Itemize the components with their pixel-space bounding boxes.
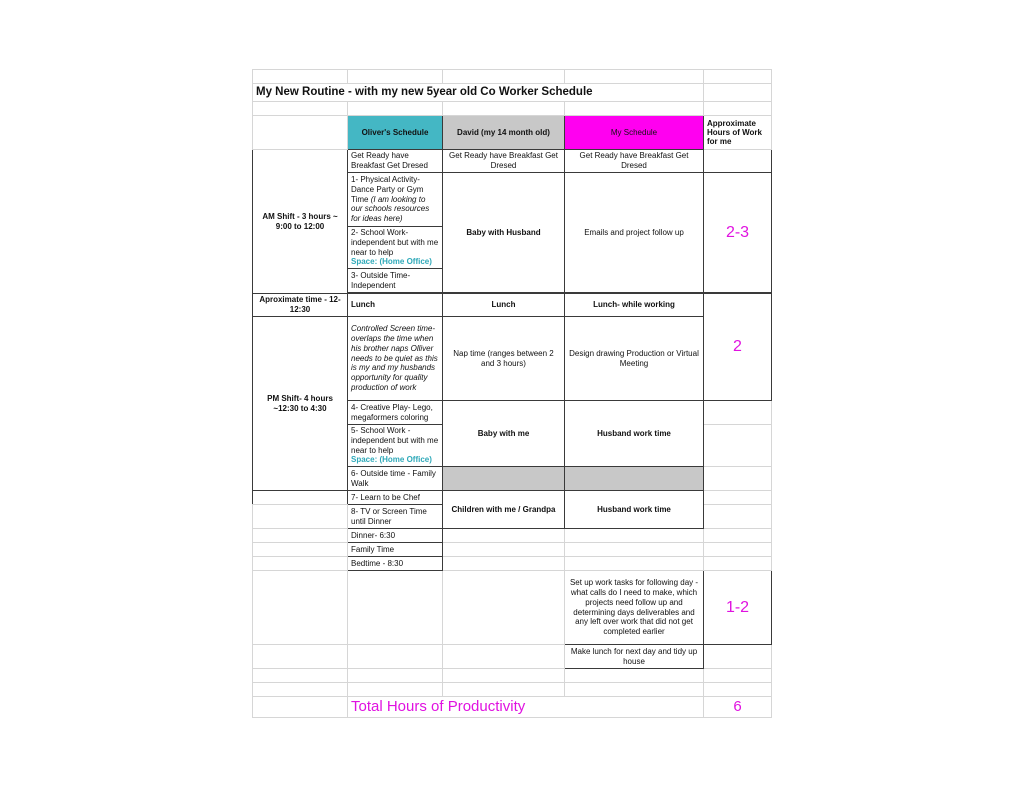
oliver-activity-8: 8- TV or Screen Time until Dinner (348, 505, 443, 529)
am-hours: 2-3 (704, 173, 772, 293)
oliver-screen-time: Controlled Screen time- overlaps the time when his brother naps Olliver needs to be quiet as this is my and my husbands opportunity for quality production of work (348, 317, 443, 401)
header-david: David (my 14 month old) (443, 116, 565, 150)
total-row (253, 697, 772, 718)
bedtime-cell: Bedtime - 8:30 (348, 557, 443, 571)
my-am: Emails and project follow up (565, 173, 704, 293)
oliver-activity-5: 5- School Work - independent but with me near to help Space: (Home Office) (348, 425, 443, 467)
blank-row (253, 70, 772, 84)
oliver-breakfast: Get Ready have Breakfast Get Dresed (348, 150, 443, 173)
header-hours: Approximate Hours of Work for me (704, 116, 772, 150)
pm-shift-label: PM Shift- 4 hours ~12:30 to 4:30 (253, 317, 348, 491)
my-husband-work: Husband work time (565, 401, 704, 467)
schedule-table (252, 69, 772, 718)
am-shift-label: AM Shift - 3 hours ~ 9:00 to 12:00 (253, 150, 348, 294)
oliver-activity-4: 4- Creative Play- Lego, megaformers coloring (348, 401, 443, 425)
my-empty-grey (565, 467, 704, 491)
total-value: 6 (704, 697, 772, 718)
david-am: Baby with Husband (443, 173, 565, 293)
total-label: Total Hours of Productivity (348, 697, 704, 718)
blank-row (253, 102, 772, 116)
night-hours: 1-2 (704, 571, 772, 645)
space-label: Space: (Home Office) (351, 257, 432, 267)
title-row (253, 84, 772, 102)
my-breakfast: Get Ready have Breakfast Get Dresed (565, 150, 704, 173)
header-oliver: Oliver's Schedule (348, 116, 443, 150)
blank-row (253, 683, 772, 697)
my-lunch: Lunch- while working (565, 294, 704, 317)
oliver-lunch: Lunch (348, 294, 443, 317)
lunch-row (253, 294, 772, 317)
family-row (253, 543, 772, 557)
evening-row-1 (253, 491, 772, 505)
david-empty-grey (443, 467, 565, 491)
dinner-row (253, 529, 772, 543)
david-lunch: Lunch (443, 294, 565, 317)
night-row-1 (253, 571, 772, 645)
my-make-lunch: Make lunch for next day and tidy up house (565, 645, 704, 669)
david-nap: Nap time (ranges between 2 and 3 hours) (443, 317, 565, 401)
my-night-tasks: Set up work tasks for following day - what calls do I need to make, which projects need follow up and determining days deliverables and any left over work that did not get completed earlier (565, 571, 704, 645)
david-breakfast: Get Ready have Breakfast Get Dresed (443, 150, 565, 173)
header-row (253, 116, 772, 150)
space-label: Space: (Home Office) (351, 455, 432, 465)
blank-row (253, 669, 772, 683)
my-evening: Husband work time (565, 491, 704, 529)
david-evening: Children with me / Grandpa (443, 491, 565, 529)
breakfast-row (253, 150, 772, 173)
oliver-activity-3: 3- Outside Time- Independent (348, 269, 443, 293)
bedtime-row (253, 557, 772, 571)
family-time-cell: Family Time (348, 543, 443, 557)
sheet-title: My New Routine - with my new 5year old Co Worker Schedule (253, 84, 704, 102)
david-baby-with-me: Baby with me (443, 401, 565, 467)
header-my-schedule: My Schedule (565, 116, 704, 150)
lunch-label: Aproximate time - 12- 12:30 (253, 294, 348, 317)
oliver-activity-7: 7- Learn to be Chef (348, 491, 443, 505)
dinner-cell: Dinner- 6:30 (348, 529, 443, 543)
my-design: Design drawing Production or Virtual Meeting (565, 317, 704, 401)
oliver-activity-6: 6- Outside time - Family Walk (348, 467, 443, 491)
oliver-activity-2: 2- School Work- independent but with me near to help Space: (Home Office) (348, 227, 443, 269)
oliver-activity-1: 1- Physical Activity- Dance Party or Gym Time (I am looking to our schools resources for ideas here) (348, 173, 443, 227)
night-row-2 (253, 645, 772, 669)
lunch-hours: 2 (704, 294, 772, 401)
pm-row-1 (253, 317, 772, 401)
